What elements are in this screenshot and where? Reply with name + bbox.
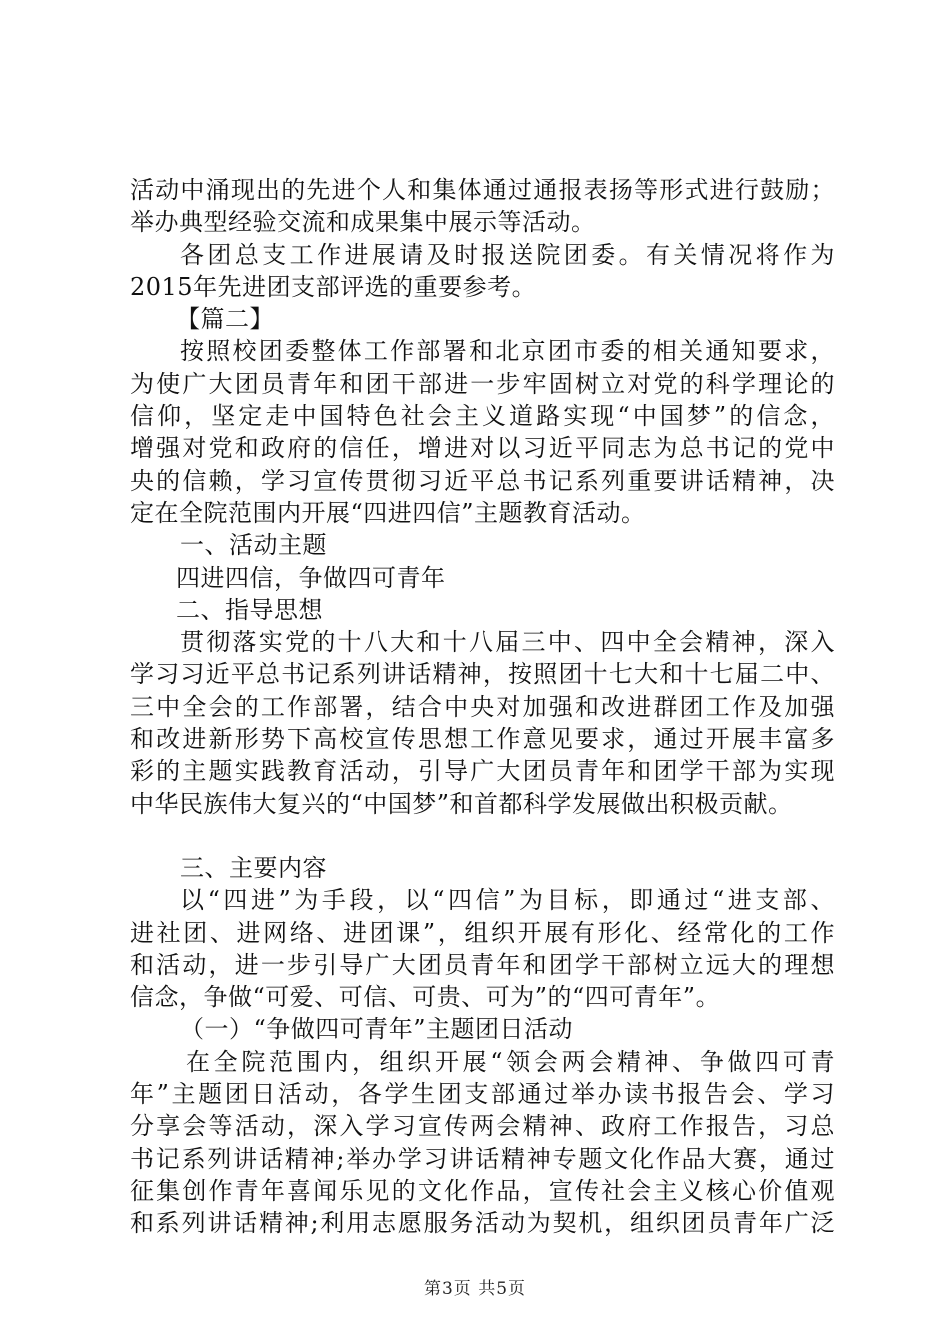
- text-line: 各团总支工作进展请及时报送院团委。有关情况将作为: [180, 240, 835, 269]
- text-line: 举办典型经验交流和成果集中展示等活动。: [130, 208, 596, 237]
- text-line: 在全院范围内，组织开展“领会两会精神、争做四可青: [186, 1047, 835, 1076]
- text-line: 活动中涌现出的先进个人和集体通过通报表扬等形式进行鼓励；: [130, 176, 835, 204]
- text-line: 以“四进”为手段，以“四信”为目标，即通过“进支部、: [180, 886, 835, 915]
- paragraph-gap: [130, 820, 835, 852]
- text-line: 为使广大团员青年和团干部进一步牢固树立对党的科学理论的: [130, 369, 835, 398]
- text-line: 和改进新形势下高校宣传思想工作意见要求，通过开展丰富多: [130, 725, 835, 754]
- section-heading: 【篇二】: [176, 305, 274, 334]
- text-line: 贯彻落实党的十八大和十八届三中、四中全会精神，深入: [180, 628, 835, 657]
- text-line: 2015年先进团支部评选的重要参考。: [130, 272, 537, 301]
- subsection-heading: （一）“争做四可青年”主题团日活动: [180, 1015, 574, 1044]
- document-body: [130, 174, 835, 1240]
- text-line: 年”主题团日活动，各学生团支部通过举办读书报告会、学习: [130, 1080, 835, 1109]
- text-line: 按照校团委整体工作部署和北京团市委的相关通知要求，: [180, 337, 835, 366]
- text-line: 央的信赖，学习宣传贯彻习近平总书记系列重要讲话精神，决: [130, 466, 835, 495]
- text-line: 和系列讲话精神;利用志愿服务活动为契机，组织团员青年广泛: [130, 1209, 835, 1238]
- text-line: 书记系列讲话精神;举办学习讲话精神专题文化作品大赛，通过: [130, 1144, 835, 1173]
- page-number-footer: 第3页 共5页: [423, 1279, 527, 1299]
- text-line: 学习习近平总书记系列讲话精神，按照团十七大和十七届二中、: [130, 660, 835, 689]
- text-line: 定在全院范围内开展“四进四信”主题教育活动。: [130, 498, 646, 527]
- text-line: 信念，争做“可爱、可信、可贵、可为”的“四可青年”。: [130, 983, 721, 1012]
- section-heading: 三、主要内容: [180, 853, 327, 882]
- text-line: 彩的主题实践教育活动，引导广大团员青年和团学干部为实现: [130, 757, 835, 786]
- section-heading: 一、活动主题: [180, 531, 327, 560]
- text-line: 三中全会的工作部署，结合中央对加强和改进群团工作及加强: [130, 692, 835, 721]
- text-line: 分享会等活动，深入学习宣传两会精神、政府工作报告，习总: [130, 1112, 835, 1141]
- text-line: 四进四信，争做四可青年: [176, 563, 446, 592]
- text-line: 征集创作青年喜闻乐见的文化作品，宣传社会主义核心价值观: [130, 1176, 835, 1205]
- section-heading: 二、指导思想: [176, 595, 323, 624]
- text-line: 增强对党和政府的信任，增进对以习近平同志为总书记的党中: [130, 434, 835, 463]
- text-line: 进社团、进网络、进团课”，组织开展有形化、经常化的工作: [130, 918, 835, 947]
- text-line: 中华民族伟大复兴的“中国梦”和首都科学发展做出积极贡献。: [130, 789, 793, 818]
- text-line: 和活动，进一步引导广大团员青年和团学干部树立远大的理想: [130, 950, 835, 979]
- text-line: 信仰，坚定走中国特色社会主义道路实现“中国梦”的信念，: [130, 402, 835, 431]
